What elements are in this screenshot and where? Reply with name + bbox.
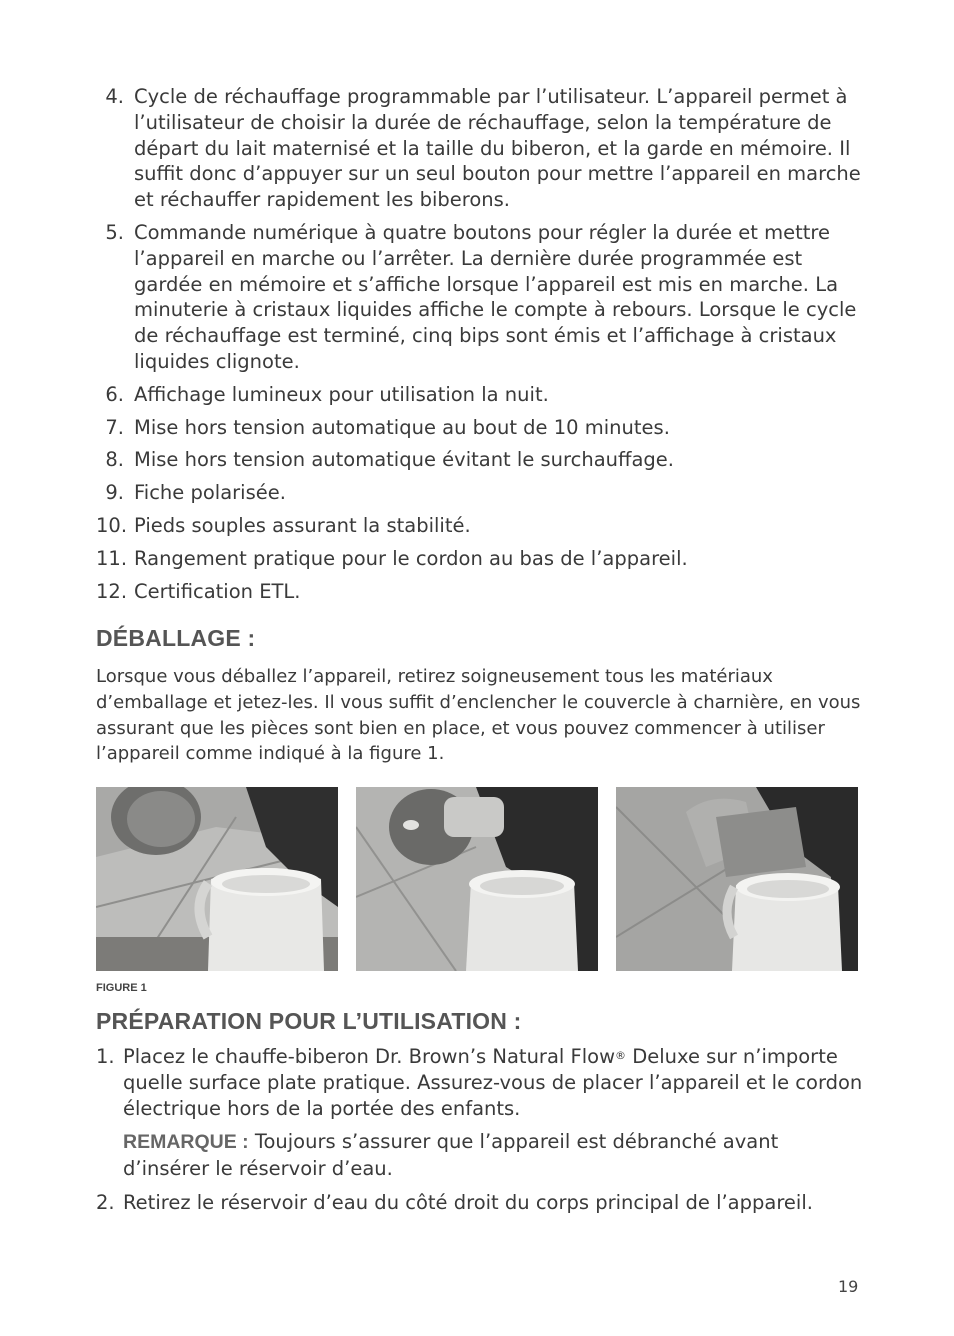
- photo-step-2: [356, 787, 598, 971]
- item-number: 8.: [105, 448, 124, 472]
- item-number: 9.: [105, 481, 124, 505]
- photo-step-3: [616, 787, 858, 971]
- item-text: Commande numérique à quatre boutons pour régler la durée et mettre l’appareil en marche ou l’arrêter. La dernière durée programmée est gardée en mémoire et s’affiche lorsque l’appareil est mis en marche. La minuterie à cristaux liquides affiche le compte à rebours. Lorsque le cycle de réchauffage est terminé, cinq bips sont émis et l’affichage à cristaux liquides clignote.: [134, 220, 857, 373]
- note-block: [123, 1129, 866, 1182]
- feature-item-11: [96, 546, 866, 572]
- note-label: REMARQUE :: [123, 1131, 249, 1154]
- item-text: Rangement pratique pour le cordon au bas de l’appareil.: [134, 546, 688, 570]
- preparation-steps: [96, 1044, 866, 1216]
- step-text-part-b: Deluxe sur n’importe quelle surface plate pratique. Assurez-vous de placer l’appareil et le cordon électrique hors de la portée des enfants.: [123, 1045, 863, 1120]
- item-text: Pieds souples assurant la stabilité.: [134, 513, 471, 537]
- item-number: 11.: [96, 546, 128, 570]
- figure-1-photos: [96, 787, 859, 971]
- item-number: 4.: [105, 85, 124, 108]
- feature-list: [96, 84, 866, 611]
- step-text: Retirez le réservoir d’eau du côté droit du corps principal de l’appareil.: [123, 1190, 813, 1214]
- page-number: 19: [838, 1277, 859, 1296]
- item-text: Certification ETL.: [134, 579, 301, 603]
- item-number: 12.: [96, 579, 128, 603]
- feature-item-5: [96, 220, 866, 375]
- step-number: 1.: [96, 1045, 115, 1068]
- step-text-part-a: Placez le chauffe-biberon Dr. Brown’s Natural Flow: [123, 1045, 616, 1068]
- feature-item-4: [96, 84, 866, 213]
- feature-item-8: [96, 447, 866, 473]
- registered-mark: ®: [615, 1049, 627, 1062]
- photo-step-1: [96, 787, 338, 971]
- item-text: Mise hors tension automatique évitant le surchauffage.: [134, 448, 674, 472]
- preparation-step-2: [96, 1190, 866, 1216]
- feature-item-10: [96, 513, 866, 539]
- item-number: 7.: [105, 415, 124, 439]
- item-number: 10.: [96, 513, 128, 537]
- feature-item-7: [96, 415, 866, 441]
- feature-item-9: [96, 480, 866, 506]
- item-text: Cycle de réchauffage programmable par l’utilisateur. L’appareil permet à l’utilisateur de choisir la durée de réchauffage, selon la température de départ du lait maternisé et la taille du biberon, et la garde en mémoire. Il suffit donc d’appuyer sur un seul bouton pour mettre l’appareil en marche et réchauffer rapidement les biberons.: [134, 85, 861, 212]
- item-text: Mise hors tension automatique au bout de 10 minutes.: [134, 415, 670, 439]
- preparation-step-1: [96, 1044, 866, 1121]
- feature-item-12: [96, 579, 866, 605]
- preparation-heading: PRÉPARATION POUR L’UTILISATION :: [96, 1008, 522, 1034]
- item-text: Fiche polarisée.: [134, 481, 286, 505]
- item-number: 6.: [105, 382, 124, 406]
- note-text: Toujours s’assurer que l’appareil est débranché avant d’insérer le réservoir d’eau.: [123, 1130, 779, 1181]
- item-text: Affichage lumineux pour utilisation la nuit.: [134, 382, 549, 406]
- item-number: 5.: [105, 220, 124, 244]
- figure-caption: FIGURE 1: [96, 982, 147, 994]
- unpacking-paragraph: Lorsque vous déballez l’appareil, retirez soigneusement tous les matériaux d’emballage et jetez-les. Il vous suffit d’enclencher le couvercle à charnière, en vous assurant que les pièces sont bien en place, et vous pouvez commencer à utiliser l’appareil comme indiqué à la figure 1.: [96, 666, 861, 765]
- unpacking-heading: DÉBALLAGE :: [96, 625, 256, 651]
- feature-item-6: [96, 382, 866, 408]
- step-number: 2.: [96, 1190, 115, 1214]
